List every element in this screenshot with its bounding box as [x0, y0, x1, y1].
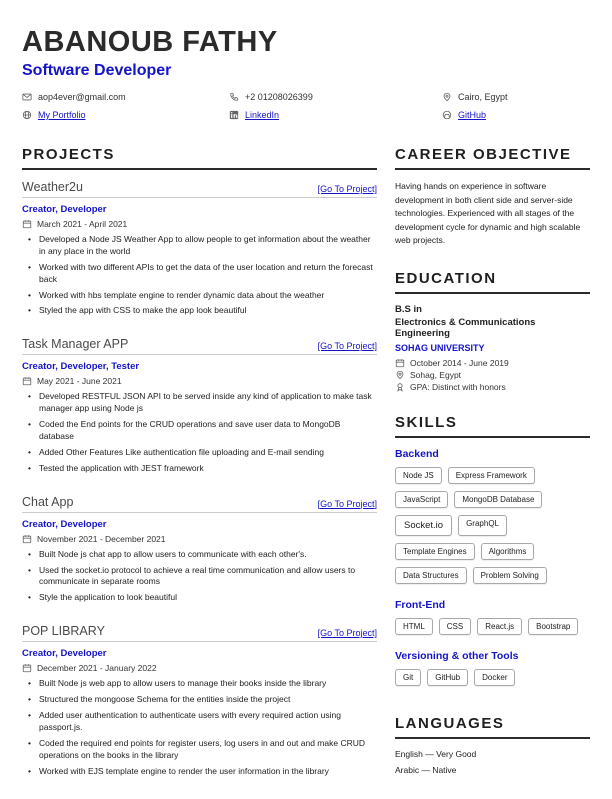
- project-title: Task Manager APP: [22, 337, 129, 352]
- skill-tag: GitHub: [427, 669, 468, 686]
- portfolio-link[interactable]: My Portfolio: [38, 110, 86, 120]
- project-dates-text: November 2021 - December 2021: [37, 533, 166, 544]
- career-objective-text: Having hands on experience in software development in both client side and server-side technologies. Experienced with all stages of the development cycle for dynamic and high scalable web projects.: [395, 181, 581, 246]
- go-to-project-link[interactable]: [Go To Project]: [317, 341, 377, 352]
- skill-tag: Data Structures: [395, 567, 467, 584]
- bullet-item: • Structured the mongoose Schema for the entities inside the project: [28, 694, 377, 706]
- skill-group-frontend: Front-End: [395, 598, 446, 611]
- github-link[interactable]: GitHub: [458, 110, 487, 120]
- backend-tags: [395, 467, 590, 591]
- project-task-manager: [22, 337, 377, 474]
- person-name: ABANOUB FATHY: [22, 26, 278, 58]
- location-pin-icon: [442, 92, 452, 102]
- project-dates: [22, 376, 377, 386]
- skill-tag: Template Engines: [395, 543, 475, 560]
- skill-tag: Algorithms: [481, 543, 535, 560]
- globe-icon: [22, 110, 32, 120]
- project-weather2u: [22, 180, 377, 317]
- bullet-item: • Styled the app with CSS to make the app look beautiful: [28, 305, 377, 317]
- project-head: [22, 624, 377, 642]
- skill-tag: MongoDB Database: [454, 491, 542, 508]
- education-section: [395, 270, 590, 392]
- education-gpa-text: GPA: Distinct with honors: [410, 381, 506, 392]
- bullet-item: • Built Node js web app to allow users to manage their books inside the library: [28, 678, 377, 690]
- left-column: [22, 146, 377, 799]
- skill-tag: JavaScript: [395, 491, 448, 508]
- career-objective-section: [395, 146, 590, 248]
- project-chat-app: [22, 495, 377, 605]
- skills-heading: SKILLS: [395, 414, 590, 438]
- project-dates-text: May 2021 - June 2021: [37, 376, 122, 387]
- projects-heading: PROJECTS: [22, 146, 377, 170]
- github-icon: [442, 110, 452, 120]
- skills-section: [395, 414, 590, 693]
- skill-tag: Docker: [474, 669, 515, 686]
- contact-portfolio: [22, 110, 229, 120]
- skill-tag: CSS: [439, 618, 471, 635]
- project-dates-text: December 2021 - January 2022: [37, 663, 157, 674]
- project-bullets: [22, 234, 377, 317]
- languages-section: [395, 715, 590, 775]
- project-roles: Creator, Developer: [22, 518, 107, 530]
- go-to-project-link[interactable]: [Go To Project]: [317, 498, 377, 509]
- project-head: [22, 180, 377, 198]
- phone-icon: [229, 92, 239, 102]
- skill-tag: GraphQL: [458, 515, 507, 536]
- skill-tag: Express Framework: [448, 467, 535, 484]
- skill-tag: Bootstrap: [528, 618, 578, 635]
- education-school: SOHAG UNIVERSITY: [395, 342, 485, 353]
- skill-group-backend: Backend: [395, 447, 439, 460]
- project-roles: Creator, Developer, Tester: [22, 361, 140, 373]
- envelope-icon: [22, 92, 32, 102]
- skill-tag: React.js: [477, 618, 522, 635]
- medal-icon: [395, 382, 405, 392]
- calendar-icon: [22, 376, 32, 386]
- bullet-item: • Developed a Node JS Weather App to allow people to get information about the weather in any place in the world: [28, 234, 377, 258]
- education-heading: EDUCATION: [395, 270, 590, 294]
- frontend-tags: [395, 618, 590, 642]
- project-bullets: [22, 549, 377, 605]
- location-text: Cairo, Egypt: [458, 92, 508, 102]
- contact-email: [22, 92, 229, 102]
- language-item: Arabic — Native: [395, 764, 457, 775]
- education-gpa: [395, 382, 590, 392]
- languages-heading: LANGUAGES: [395, 715, 590, 739]
- resume-header: [22, 26, 590, 120]
- skill-group-tools: Versioning & other Tools: [395, 649, 519, 662]
- bullet-item: • Developed RESTFUL JSON API to be served inside any kind of application to make task manager app using Node js: [28, 391, 377, 415]
- email-text: aop4ever@gmail.com: [38, 92, 126, 102]
- contact-github: [442, 110, 590, 120]
- skill-tag: Node JS: [395, 467, 442, 484]
- project-title: Weather2u: [22, 180, 83, 194]
- education-location: [395, 370, 590, 380]
- project-roles: Creator, Developer: [22, 204, 107, 215]
- bullet-item: • Style the application to look beautiful: [28, 592, 377, 604]
- project-dates: [22, 219, 377, 229]
- bullet-item: • Used the socket.io protocol to achieve a real time communication and allow users to communicate in separate rooms: [28, 565, 377, 589]
- contact-phone: [229, 92, 442, 102]
- education-degree: B.S in: [395, 303, 422, 315]
- project-title: Chat App: [22, 494, 74, 509]
- phone-text: +2 01208026399: [245, 92, 313, 102]
- career-objective-heading: CAREER OBJECTIVE: [395, 146, 590, 170]
- skill-tag: HTML: [395, 618, 433, 635]
- tools-tags: [395, 669, 590, 693]
- education-location-text: Sohag, Egypt: [410, 369, 462, 380]
- education-field: Electronics & Communications Engineering: [395, 316, 536, 339]
- person-title: Software Developer: [22, 62, 172, 79]
- language-item: English — Very Good: [395, 748, 477, 759]
- project-pop-library: [22, 624, 377, 777]
- bullet-item: • Worked with EJS template engine to render the user information in the library: [28, 766, 377, 778]
- project-title: POP LIBRARY: [22, 624, 105, 639]
- linkedin-link[interactable]: LinkedIn: [245, 110, 280, 120]
- bullet-item: • Coded the required end points for register users, log users in and out and make CRUD operations on the books in the library: [28, 738, 377, 762]
- calendar-icon: [22, 219, 32, 229]
- project-dates: [22, 663, 377, 673]
- bullet-item: • Worked with hbs template engine to render dynamic data about the weather: [28, 290, 377, 302]
- linkedin-icon: [229, 110, 239, 120]
- project-bullets: [22, 678, 377, 777]
- project-dates: [22, 534, 377, 544]
- education-dates: [395, 358, 590, 368]
- bullet-item: • Added user authentication to authenticate users with every required action using passport.js.: [28, 710, 377, 734]
- go-to-project-link[interactable]: [Go To Project]: [317, 184, 377, 194]
- contact-location: [442, 92, 590, 102]
- go-to-project-link[interactable]: [Go To Project]: [317, 628, 377, 639]
- skill-tag: Git: [395, 669, 421, 686]
- bullet-item: • Worked with two different APIs to get the data of the user location and return the forecast back: [28, 262, 377, 286]
- location-pin-icon: [395, 370, 405, 380]
- project-dates-text: March 2021 - April 2021: [37, 219, 128, 229]
- education-dates-text: October 2014 - June 2019: [410, 357, 509, 368]
- project-roles: Creator, Developer: [22, 648, 107, 660]
- calendar-icon: [22, 534, 32, 544]
- skill-tag: Socket.io: [395, 515, 452, 536]
- contact-linkedin: [229, 110, 442, 120]
- calendar-icon: [395, 358, 405, 368]
- resume-columns: [22, 146, 590, 799]
- contact-grid: [22, 92, 590, 120]
- skill-tag: Problem Solving: [473, 567, 547, 584]
- bullet-item: • Built Node js chat app to allow users to communicate with each other's.: [28, 549, 377, 561]
- right-column: [395, 146, 590, 799]
- bullet-item: • Coded the End points for the CRUD operations and save user data to MongoDB database: [28, 419, 377, 443]
- project-bullets: [22, 391, 377, 474]
- bullet-item: • Added Other Features Like authentication file uploading and E-mail sending: [28, 447, 377, 459]
- bullet-item: • Tested the application with JEST framework: [28, 463, 377, 475]
- project-head: [22, 337, 377, 355]
- project-head: [22, 495, 377, 513]
- calendar-icon: [22, 663, 32, 673]
- projects-section: [22, 146, 377, 777]
